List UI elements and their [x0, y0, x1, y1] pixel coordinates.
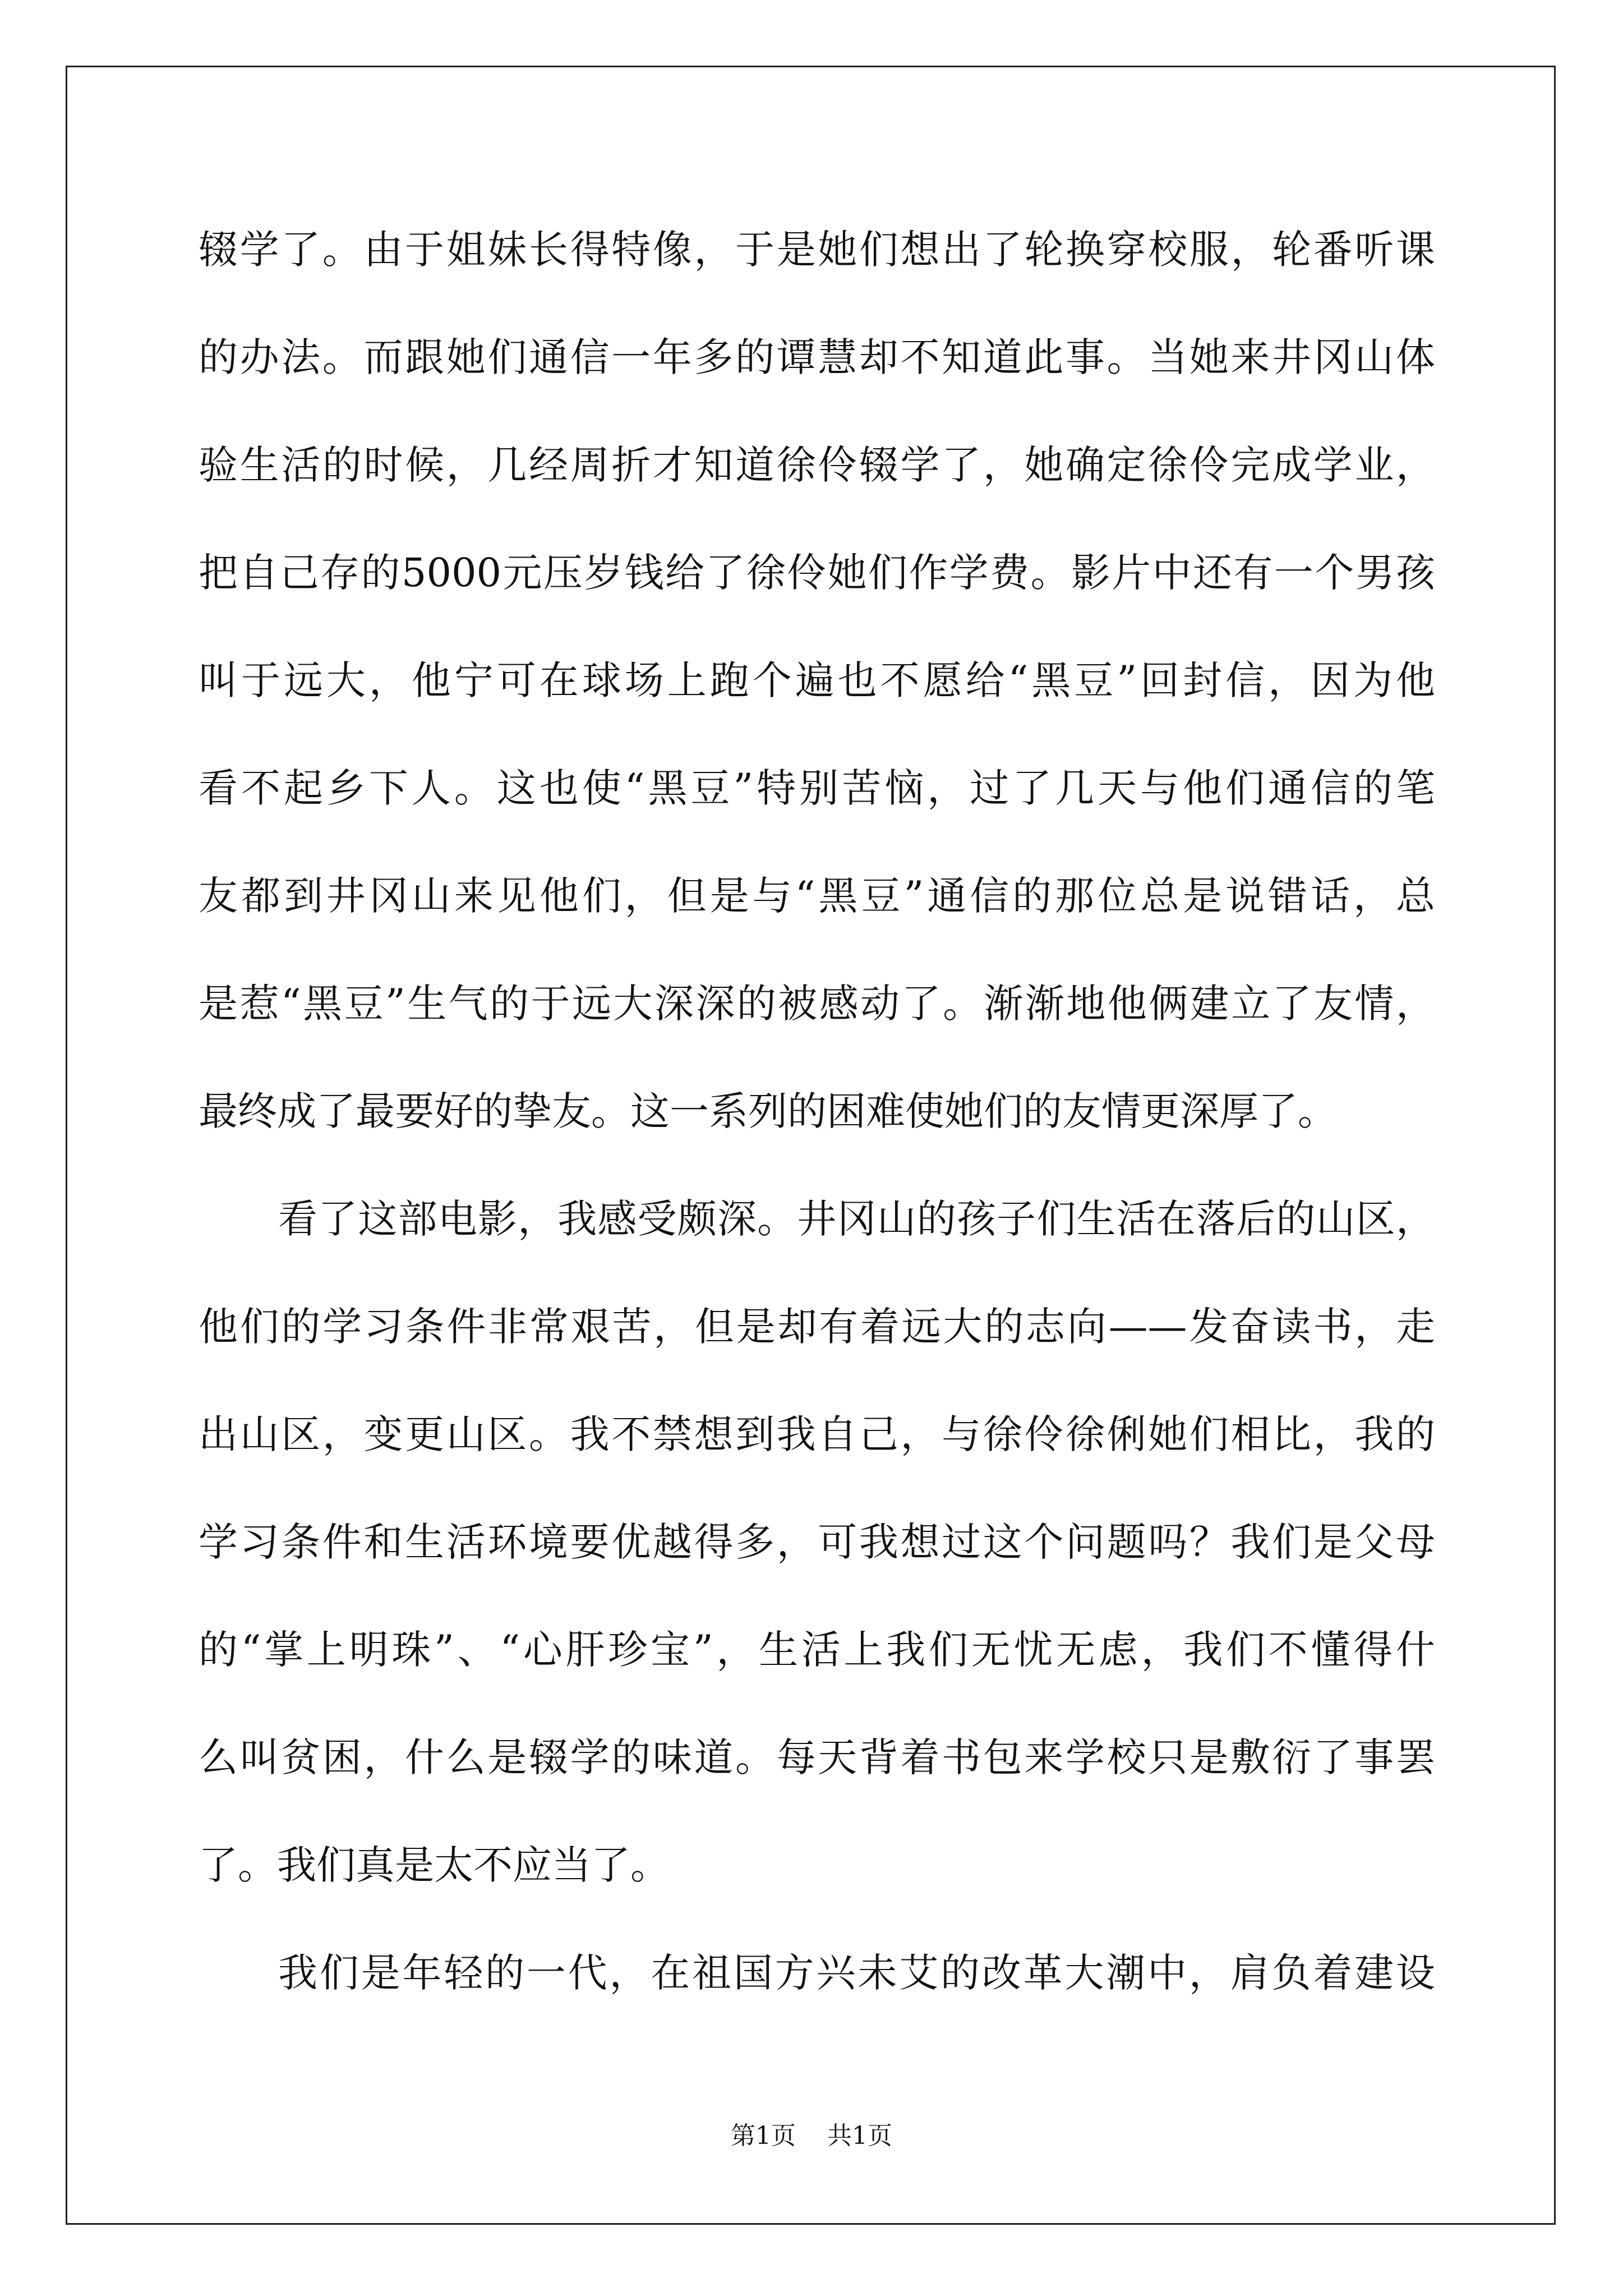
page-footer — [0, 2119, 1623, 2153]
text-line-11: 他们的学习条件非常艰苦，但是却有着远大的志向——发奋读书，走 — [199, 1304, 1435, 1350]
text-line-5: 叫于远大，他宁可在球场上跑个遍也不愿给“黑豆”回封信，因为他 — [199, 657, 1435, 703]
text-line-14: 的“掌上明珠”、“心肝珍宝”，生活上我们无忧无虑，我们不懂得什 — [199, 1627, 1435, 1673]
page-number: 第1页 — [731, 2122, 796, 2150]
text-line-17: 我们是年轻的一代，在祖国方兴未艾的改革大潮中，肩负着建设 — [278, 1950, 1435, 1996]
text-line-9: 最终成了最要好的挚友。这一系列的困难使她们的友情更深厚了。 — [199, 1088, 1337, 1134]
text-line-13: 学习条件和生活环境要优越得多，可我想过这个问题吗？我们是父母 — [199, 1519, 1435, 1565]
text-line-3: 验生活的时候，几经周折才知道徐伶辍学了，她确定徐伶完成学业， — [199, 442, 1435, 488]
text-line-2: 的办法。而跟她们通信一年多的谭慧却不知道此事。当她来井冈山体 — [199, 334, 1435, 380]
text-line-4: 把自己存的5000元压岁钱给了徐伶她们作学费。影片中还有一个男孩 — [199, 550, 1435, 596]
page-total: 共1页 — [827, 2122, 892, 2150]
text-line-7: 友都到井冈山来见他们，但是与“黑豆”通信的那位总是说错话，总 — [199, 873, 1435, 919]
document-body — [199, 216, 1435, 2047]
text-line-8: 是惹“黑豆”生气的于远大深深的被感动了。渐渐地他俩建立了友情， — [199, 981, 1435, 1027]
text-line-1: 辍学了。由于姐妹长得特像，于是她们想出了轮换穿校服，轮番听课 — [199, 227, 1435, 273]
text-line-6: 看不起乡下人。这也使“黑豆”特别苦恼，过了几天与他们通信的笔 — [199, 765, 1435, 811]
text-line-16: 了。我们真是太不应当了。 — [199, 1842, 670, 1888]
text-line-12: 出山区，变更山区。我不禁想到我自己，与徐伶徐俐她们相比，我的 — [199, 1411, 1435, 1457]
text-line-10: 看了这部电影，我感受颇深。井冈山的孩子们生活在落后的山区， — [278, 1196, 1435, 1242]
text-line-15: 么叫贫困，什么是辍学的味道。每天背着书包来学校只是敷衍了事罢 — [199, 1734, 1435, 1780]
